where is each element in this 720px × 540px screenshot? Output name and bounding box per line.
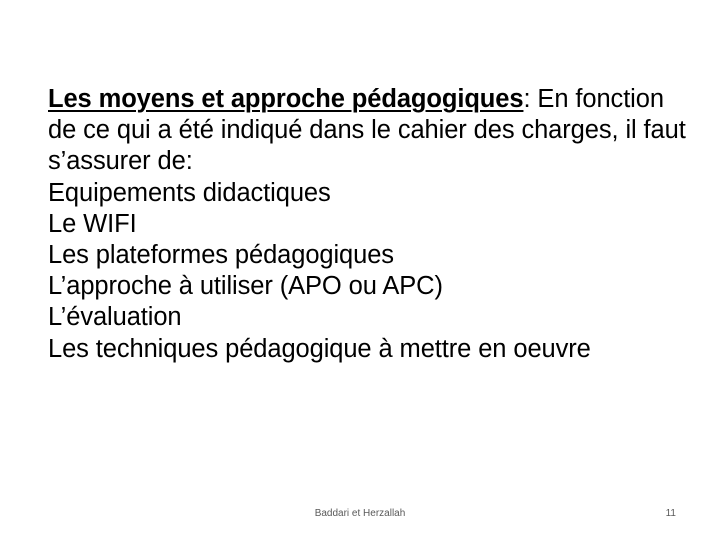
list-item-equipements: Equipements didactiques — [48, 178, 331, 207]
list-item-evaluation: L’évaluation — [48, 303, 182, 332]
list-item-approche: L’approche à utiliser (APO ou APC) — [48, 272, 443, 301]
slide-body — [48, 84, 688, 365]
slide-heading: Les moyens et approche pédagogiques — [48, 85, 524, 113]
list-item-plateformes: Les plateformes pédagogiques — [48, 241, 394, 270]
intro-text: : En fonction de ce qui a été indiqué dans le cahier des charges, il faut s’assurer de: — [48, 85, 686, 176]
footer-author: Baddari et Herzallah — [314, 508, 406, 519]
page-number: 11 — [665, 508, 676, 519]
list-item-techniques: Les techniques pédagogique à mettre en oeuvre — [48, 334, 591, 363]
intro-paragraph — [48, 84, 688, 178]
list-item-wifi: Le WIFI — [48, 209, 137, 238]
